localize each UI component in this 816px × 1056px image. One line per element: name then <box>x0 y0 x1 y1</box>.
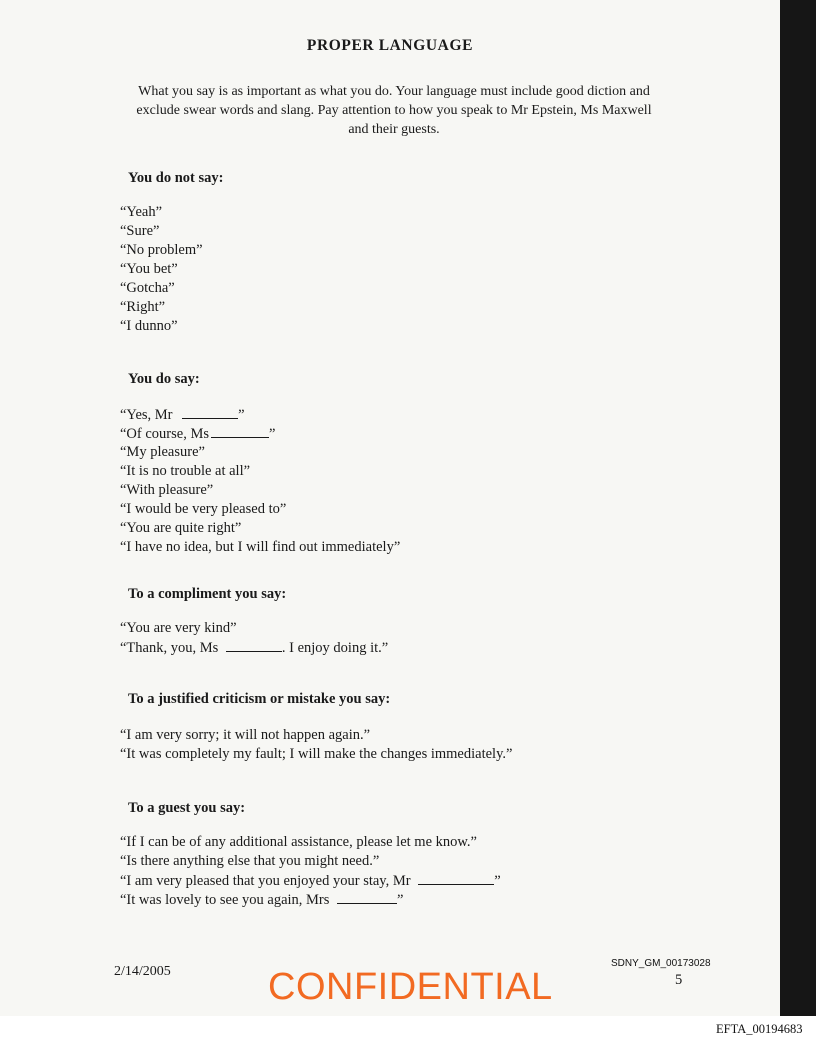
phrase-text: “It was lovely to see you again, Mrs <box>120 892 330 908</box>
list-item: “Is there anything else that you might need.” <box>120 853 380 869</box>
phrase-text: ” <box>494 873 501 889</box>
phrase-text: “Yes, Mr <box>120 407 173 423</box>
list-item: “If I can be of any additional assistance, please let me know.” <box>120 834 477 850</box>
list-item: “With pleasure” <box>120 482 214 498</box>
fill-in-blank <box>182 406 238 419</box>
bottom-margin <box>0 1016 816 1056</box>
list-item: “You bet” <box>120 261 178 277</box>
list-item: “No problem” <box>120 242 203 258</box>
phrase-text: “I am very pleased that you enjoyed your stay, Mr <box>120 873 411 889</box>
phrase-text: ” <box>397 892 404 908</box>
phrase-text: “Thank, you, Ms <box>120 640 219 656</box>
list-item: “My pleasure” <box>120 444 205 460</box>
list-item: “I would be very pleased to” <box>120 501 287 517</box>
list-item: “You are quite right” <box>120 520 242 536</box>
phrase-text: . I enjoy doing it.” <box>281 640 389 656</box>
confidential-stamp: CONFIDENTIAL <box>268 966 553 1008</box>
fill-in-blank <box>226 639 282 652</box>
page-title: PROPER LANGUAGE <box>306 37 474 54</box>
bates-number-efta: EFTA_00194683 <box>716 1022 803 1036</box>
phrase-text: ” <box>238 407 245 423</box>
fill-in-blank <box>337 891 397 904</box>
list-item <box>120 639 388 657</box>
page-number: 5 <box>675 972 683 988</box>
intro-paragraph: What you say is as important as what you do. Your language must include good diction and exclude swear words and slang. Pay attention to how you speak to Mr Epstein, Ms Maxwell and their guests. <box>136 84 652 137</box>
list-item: “Sure” <box>120 223 160 239</box>
list-item: “You are very kind” <box>120 620 237 636</box>
list-item <box>120 425 275 443</box>
list-item: “Right” <box>120 299 166 315</box>
list-item: “I dunno” <box>120 318 178 334</box>
list-item: “It was completely my fault; I will make the changes immediately.” <box>120 746 513 762</box>
heading-guest: To a guest you say: <box>128 800 246 816</box>
list-item: “It is no trouble at all” <box>120 463 251 479</box>
footer-date: 2/14/2005 <box>114 964 171 979</box>
list-item <box>120 872 501 890</box>
fill-in-blank <box>418 872 494 885</box>
fill-in-blank <box>211 425 269 438</box>
list-item <box>120 406 245 424</box>
list-item: “Yeah” <box>120 204 163 220</box>
phrase-text: ” <box>269 426 276 442</box>
list-item <box>120 891 403 909</box>
bates-number-sdny: SDNY_GM_00173028 <box>611 958 711 969</box>
heading-do-not-say: You do not say: <box>128 170 224 186</box>
heading-do-say: You do say: <box>128 371 200 387</box>
scan-edge-bar <box>780 0 816 1016</box>
heading-compliment: To a compliment you say: <box>128 586 287 602</box>
heading-criticism: To a justified criticism or mistake you say: <box>128 691 391 707</box>
list-item: “Gotcha” <box>120 280 175 296</box>
phrase-text: “Of course, Ms <box>120 426 209 442</box>
list-item: “I have no idea, but I will find out immediately” <box>120 539 401 555</box>
list-item: “I am very sorry; it will not happen again.” <box>120 727 371 743</box>
